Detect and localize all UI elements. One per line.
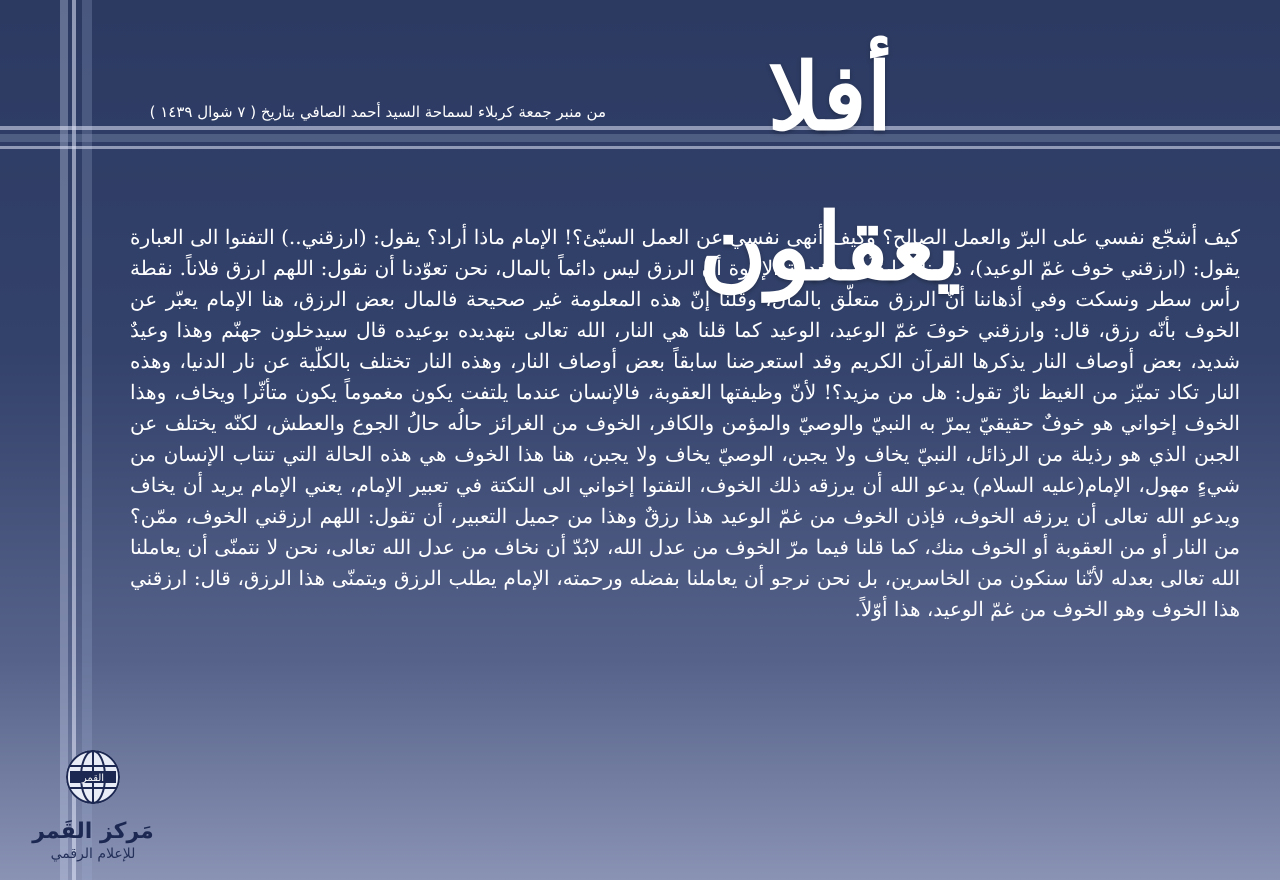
logo-name: مَركز القَمر (32, 819, 154, 844)
decor-horizontal-bar (0, 146, 1280, 149)
article-body: كيف أشجّع نفسي على البرّ والعمل الصالح؟ وكيف أنهى نفسي عن العمل السيّئ؟! الإمام ماذا أراد؟ يقول: (ارزقني..) التفتوا الى العبارة يقول: (ارزقني خوف غمّ الوعيد)، ذكرنا سابقاً في خدمة الإخوة أنّ الرزق ليس دائماً بالمال، نحن تعوّدنا أن نقول: اللهم ارزق فلاناً. نقطة رأس سطر ونسكت وفي أذهاننا أنّ الرزق متعلّق بالمال، وقلنا إنّ هذه المعلومة غير صحيحة فالمال بعض الرزق، هنا الإمام يعبّر عن الخوف بأنّه رزق، قال: وارزقني خوفَ غمّ الوعيد، الوعيد كما قلنا هي النار، الله تعالى بتهديده بوعيده قال سيدخلون جهنّم وهذا وعيدٌ شديد، بعض أوصاف النار يذكرها القرآن الكريم وقد استعرضنا سابقاً بعض أوصاف النار، وهذه النار تختلف بالكلّية عن نار الدنيا، وهذه النار تكاد تميّز من الغيظ نارٌ تقول: هل من مزيد؟! لأنّ وظيفتها العقوبة، فالإنسان عندما يلتفت يكون مغموماً يكون متأثّرا ويخاف، وهذا الخوف إخواني هو خوفٌ حقيقيّ يمرّ به النبيّ والوصيّ والمؤمن والكافر، الخوف من الغرائز حالُه حالُ الجوع والعطش، لكنّه يختلف عن الجبن الذي هو رذيلة من الرذائل، النبيّ يخاف ولا يجبن، الوصيّ يخاف ولا يجبن، هنا هذا الخوف هي هذه الحالة التي تنتاب الإنسان من شيءٍ مهول، الإمام(عليه السلام) يدعو الله أن يرزقه ذلك الخوف، التفتوا إخواني الى النكتة في تعبير الإمام، يعني الإمام يريد أن يخاف ويدعو الله تعالى أن يرزقه الخوف، فإذن الخوف من غمّ الوعيد هذا رزقٌ وهذا من جميل التعبير، أن تقول: اللهم ارزقني الخوف، ممّن؟ من النار أو من العقوبة أو الخوف منك، كما قلنا فيما مرّ الخوف من عدل الله، لابُدّ أن نخاف من عدل الله تعالى، نحن لا نتمنّى أن يعاملنا الله تعالى بعدله لأنّنا سنكون من الخاسرين، بل نحن نرجو أن يعاملنا بفضله ورحمته، الإمام يطلب الرزق ويتمنّى هذا الرزق، قال: ارزقني هذا الخوف وهو الخوف من غمّ الوعيد، هذا أوّلاً. (130, 225, 1240, 621)
decor-vertical-bar (60, 0, 68, 880)
decor-vertical-bar (72, 0, 76, 880)
logo-subtitle: للإعلام الرقمي (50, 846, 136, 862)
logo-emblem-text: القمر (81, 773, 105, 784)
decor-vertical-bar (82, 0, 92, 880)
decor-horizontal-bar (0, 126, 1280, 130)
source-caption: من منبر جمعة كربلاء لسماحة السيد أحمد الصافي بتاريخ ( ٧ شوال ١٤٣٩ ) (149, 103, 606, 121)
logo (28, 750, 158, 870)
page-title: أفلا يعقلون (698, 43, 962, 301)
globe-icon (66, 750, 120, 804)
decor-horizontal-bar (0, 134, 1280, 142)
